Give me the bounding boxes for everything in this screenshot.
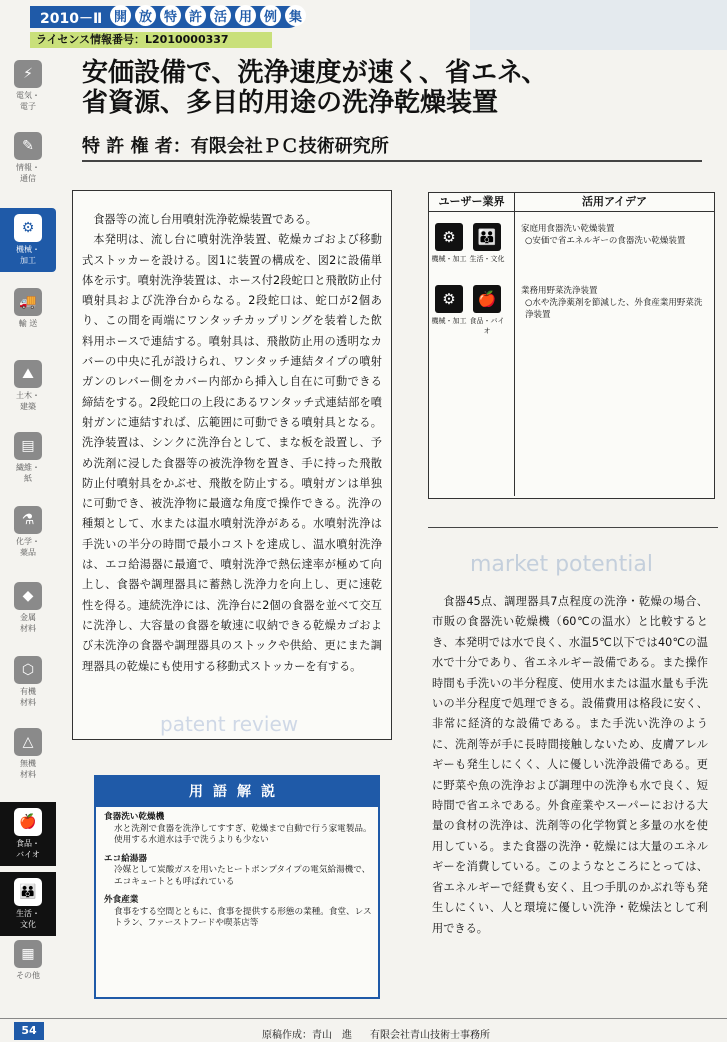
- sidebar-item-textile: [8, 432, 48, 484]
- other-icon: ▦: [14, 940, 42, 968]
- author-firm: 有限会社青山技術士事務所: [370, 1030, 490, 1041]
- paragraph: 食器45点、調理器具7点程度の洗浄・乾燥の場合、市販の食器洗い乾燥機（60℃の温水）と比較するとき、本発明では水で良く、水温5℃以下では40℃の温水で十分であり、省エネルギー設備である。また操作時間も手洗いの半分程度、使用水または温水量も手洗いの半分程度で処理できる。設備費用は格段に安く、非常に経済的な設備である。また手洗い洗浄のように、洗剤等が手に長時間接触しないため、皮膚アレルギーも発生しにくく、人に優しい洗浄設備である。更に野菜や魚の洗浄および調理中の洗浄も水で良く、短時間で省エネである。外食産業やスーパーにおける大量の食材の洗浄は、洗剤等の化学物質と多量の水を使用している。また食器の洗浄・乾燥には大量のエネルギーを消費している。このようなところにとっては、省エネルギーで経費も安く、且つ手肌のかぶれ等も発生しにくい、人と環境に優しい洗浄・乾燥法として利用できる。: [432, 595, 708, 935]
- life-icon: 👪: [473, 223, 501, 251]
- sidebar-item-food: [0, 802, 56, 866]
- glossary-term: 外食産業: [104, 895, 139, 905]
- sidebar-label: 繊維・: [16, 463, 40, 472]
- glossary-title: 用語解説: [96, 777, 378, 807]
- sidebar-item-other: [8, 940, 48, 981]
- icon-label: 機械・加工: [431, 317, 467, 325]
- license-label: ライセンス情報番号：: [36, 33, 146, 46]
- glossary-definition: 水と洗剤で食器を洗浄してすすぎ、乾燥まで自動で行う家電製品。使用する水道水は手で洗うよりも少ない: [114, 823, 372, 845]
- decorative-icon-strip: [470, 0, 727, 50]
- sidebar-item-info: [8, 132, 48, 184]
- icon-label: 生活・文化: [469, 255, 505, 263]
- sidebar-label: 文化: [20, 920, 36, 929]
- glossary-definition: 食事をする空間とともに、食事を提供する形態の業種。食堂、レストラン、ファーストフードや喫茶店等: [114, 906, 372, 928]
- sidebar-label: 材料: [20, 698, 36, 707]
- table-divider: [514, 193, 515, 496]
- sidebar-label: その他: [16, 971, 40, 980]
- patent-review-heading: patent review: [160, 712, 299, 736]
- textile-icon: ▤: [14, 432, 42, 460]
- construction-icon: ⛰: [14, 360, 42, 388]
- series-char: 許: [185, 5, 206, 26]
- page-title: [82, 58, 642, 118]
- sidebar-label: 建築: [20, 402, 36, 411]
- paragraph: 本発明は、流し台に噴射洗浄装置、乾燥カゴおよび移動式ストッカーを設ける。図1に装置の構成を、図2に設備単体を示す。噴射洗浄装置は、ホース付2段蛇口と飛散防止付噴射具および洗浄台からなる。2段蛇口は、蛇口が2個あり、この間を両端にワンタッチカップリングを装着した飲料用ホースで連結する。噴射具は、飛散防止用の透明なカバーの中央に孔が設けられ、ワンタッチ連結タイプの噴射ガンのレバー側をカバー内部から挿入し自在に可動できる締結をする。2段蛇口の上段にあるワンタッチ式連結部を噴射ガンに連結すれば、広範囲に可動できる噴射具となる。洗浄装置は、シンクに洗浄台として、まな板を設置し、予め洗剤に浸した食器等の被洗浄物を置き、手に持った飛散防止付噴射具をかぶせ、飛散を防止する。噴射ガンは単独に可動でき、被洗浄物に最適な角度で操作できる。洗浄の種類として、水または温水噴射洗浄がある。水噴射洗浄は手洗いの半分の時間で最小コストを達成し、温水噴射洗浄は、エコ給湯器に最適で、噴射洗浄で熱伝達率が極めて向上し、食器や調理器具に蓄熱し洗浄力を向上し、更に速乾性を得る。連続洗浄には、洗浄台に2個の食器を並べて交互に洗浄し、大容量の食器を敏速に収納できる乾燥カゴおよび未洗浄の食器や調理器具のストックや供給、更にまた調理器具の乾燥にも使用する移動式ストッカーを有する。: [82, 233, 382, 673]
- market-text: [432, 592, 708, 939]
- info-icon: ✎: [14, 132, 42, 160]
- license-info: [30, 32, 272, 48]
- sidebar-label: 輸 送: [18, 319, 38, 328]
- sidebar-label: 化学・: [16, 537, 40, 546]
- metal-icon: ◆: [14, 582, 42, 610]
- sidebar-label: 有機: [20, 687, 36, 696]
- divider: [428, 527, 718, 528]
- sidebar-label: 薬品: [20, 548, 36, 557]
- main-text: [82, 210, 382, 677]
- sidebar-label: 材料: [20, 770, 36, 779]
- table-head-user: ユーザー業界: [429, 193, 515, 212]
- series-char: 用: [235, 5, 256, 26]
- page-number: 54: [14, 1022, 44, 1040]
- sidebar-item-transport: [8, 288, 48, 329]
- series-char: 活: [210, 5, 231, 26]
- transport-icon: 🚚: [14, 288, 42, 316]
- sidebar-label: 食品・: [16, 839, 40, 848]
- electric-icon: ⚡: [14, 60, 42, 88]
- machine-icon: ⚙: [435, 285, 463, 313]
- usage-idea: [521, 285, 709, 321]
- food-icon: 🍎: [14, 808, 42, 836]
- category-sidebar: [0, 60, 56, 990]
- sidebar-item-life: [0, 872, 56, 936]
- author-credit: 原稿作成：青山 進: [262, 1030, 352, 1041]
- sidebar-item-chemical: [8, 506, 48, 558]
- sidebar-label: 電子: [20, 102, 36, 111]
- idea-title: 家庭用食器洗い乾燥装置: [521, 224, 615, 234]
- glossary-term: 食器洗い乾燥機: [104, 812, 165, 822]
- life-icon: 👪: [14, 878, 42, 906]
- patent-holder: 特 許 権 者：有限会社ＰＣ技術研究所: [82, 136, 389, 157]
- sidebar-label: 無機: [20, 759, 36, 768]
- sidebar-label: 情報・: [16, 163, 40, 172]
- title-line-2: 省資源、多目的用途の洗浄乾燥装置: [82, 88, 499, 118]
- sidebar-label: 加工: [20, 256, 36, 265]
- sidebar-item-metal: [8, 582, 48, 634]
- machine-icon: ⚙: [14, 214, 42, 242]
- series-char: 開: [110, 5, 131, 26]
- sidebar-label: 土木・: [16, 391, 40, 400]
- paragraph: 食器等の流し台用噴射洗浄乾燥装置である。: [93, 213, 317, 226]
- series-char: 集: [285, 5, 306, 26]
- series-char: 例: [260, 5, 281, 26]
- sidebar-label: 材料: [20, 624, 36, 633]
- divider: [82, 160, 702, 162]
- sidebar-label: バイオ: [16, 850, 40, 859]
- title-line-1: 安価設備で、洗浄速度が速く、省エネ、: [82, 58, 548, 88]
- license-number: L2010000337: [145, 33, 229, 46]
- food-icon: 🍎: [473, 285, 501, 313]
- sidebar-label: 生活・: [16, 909, 40, 918]
- sidebar-item-electric: [8, 60, 48, 112]
- sidebar-item-construction: [8, 360, 48, 412]
- sidebar-label: 金属: [20, 613, 36, 622]
- sidebar-label: 通信: [20, 174, 36, 183]
- glossary-term: エコ給湯器: [104, 853, 147, 864]
- sidebar-item-machine: [0, 208, 56, 272]
- idea-title: 業務用野菜洗浄装置: [521, 286, 598, 296]
- edition-year: 2010－Ⅱ: [40, 11, 103, 27]
- footer-rule: [0, 1018, 727, 1019]
- market-potential-heading: market potential: [470, 552, 653, 577]
- sidebar-item-organic: [8, 656, 48, 708]
- idea-text: ○安価で省エネルギーの食器洗い乾燥装置: [525, 236, 686, 246]
- user-industry-table: [428, 192, 715, 499]
- chemical-icon: ⚗: [14, 506, 42, 534]
- series-char: 放: [135, 5, 156, 26]
- series-title: [110, 5, 306, 26]
- idea-text: ○水や洗浄薬剤を節減した、外食産業用野菜洗浄装置: [525, 298, 703, 320]
- organic-icon: ⬡: [14, 656, 42, 684]
- glossary-definition: 冷媒として炭酸ガスを用いたヒートポンプタイプの電気給湯機で、エコキュートとも呼ばれている: [114, 865, 371, 887]
- sidebar-label: 紙: [24, 474, 32, 483]
- series-char: 特: [160, 5, 181, 26]
- icon-label: 機械・加工: [431, 255, 467, 263]
- usage-idea: [521, 223, 709, 247]
- machine-icon: ⚙: [435, 223, 463, 251]
- inorganic-icon: △: [14, 728, 42, 756]
- icon-label: 食品・バイオ: [469, 317, 505, 335]
- sidebar-label: 機械・: [16, 245, 40, 254]
- glossary-body: [104, 812, 372, 937]
- sidebar-label: 電気・: [16, 91, 40, 100]
- table-head-idea: 活用アイデア: [515, 193, 714, 212]
- sidebar-item-inorganic: [8, 728, 48, 780]
